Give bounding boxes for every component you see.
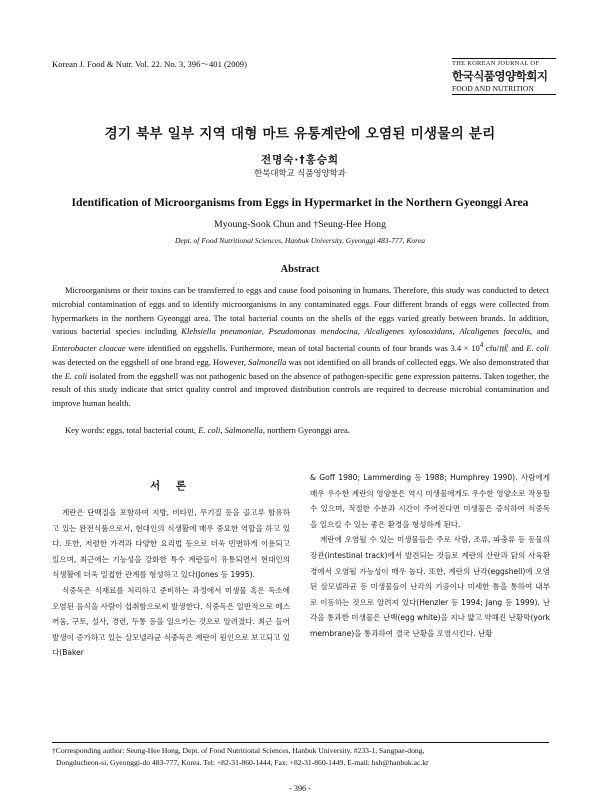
body-paragraph: 식중독은 식재료를 처리하고 준비하는 과정에서 미생물 혹은 독소에 오염된 음식을 사람이 섭취함으로써 발생한다. 식중독은 일반적으로 메스꺼움, 구토, 설사, 경련, 두통 등을 일으키는 것으로 알려졌다. 최근 들어 발생이 증가하고 있는 살모넬라균 식중독은 계란이 원인으로 보고되고 있다(Baker (52, 585, 290, 658)
body-paragraph: & Goff 1980; Lammerding 등 1988; Humphrey 1990). 사람에게 매우 우수한 계란의 영양분은 역시 미생물에게도 우수한 영양소로 작용할 수 있으며, 적절한 수분과 시간이 주어진다면 미생물은 증식하여 식중독을 일으킬 수 있는 좋은 환경을 형성하게 된다. (310, 473, 550, 529)
footnote-line: †Corresponding author: Seung-Hee Hong, Dept. of Food Nutritional Sciences, Hanbuk University, #233-1, Sangpae-dong, (52, 746, 425, 755)
abstract-paragraph (52, 284, 549, 411)
keyword-species: E. coli (198, 425, 221, 435)
page-number: - 396 - (289, 784, 311, 793)
abstract-text: , and (530, 326, 550, 337)
title-korean: 경기 북부 일부 지역 대형 마트 유통계란에 오염된 미생물의 분리 (104, 126, 496, 142)
footnote-divider (52, 742, 549, 743)
species-name: Alcaligenes xylosoxidans (364, 326, 453, 337)
keywords (52, 424, 549, 438)
body-text-left (52, 505, 290, 661)
affiliation-korean: 한북대학교 식품영양학과 (254, 168, 346, 178)
body-text-right (310, 470, 550, 642)
journal-citation: Korean J. Food & Nutr. Vol. 22. No. 3, 396～401 (2009) (52, 59, 247, 69)
abstract-body (52, 284, 549, 411)
corresponding-author-footnote (52, 745, 549, 769)
abstract-text: isolated from the eggshell was not pathogenic based on the absence of pathogen-specific gene expression patterns. Taken together, the result of this study indicate that strict quality control and improved distribution controls are required to decrease microbial contamination and improve human health. (52, 370, 549, 409)
abstract-text: cfu/㎖ and (483, 343, 527, 354)
keywords-text: Key words: eggs, total bacterial count, (65, 425, 199, 435)
title-english: Identification of Microorganisms from Eggs in Hypermarket in the Northern Gyeonggi Area (71, 196, 529, 209)
body-column-left (52, 470, 290, 661)
body-column-right (310, 470, 550, 642)
keyword-species: Salmonella (224, 425, 263, 435)
journal-name-ko: 한국식품영양학회지 (452, 69, 548, 83)
abstract-heading: Abstract (280, 264, 320, 275)
species-name: E. coli (64, 370, 88, 381)
abstract-text: were identified on eggshells. Furthermore, mean of total bacterial counts of four brands was 3.4 × 10 (125, 343, 480, 354)
body-paragraph: 계란에 오염될 수 있는 미생물들은 주로 사람, 조류, 파충류 등 동물의 장관(intestinal track)에서 발견되는 것들로 계란의 산란과 닭의 사육환경에서 오염될 가능성이 매우 높다. 또한, 계란의 난각(eggshell)에 오염된 살모넬라균 등 미생물들이 난각의 기공이나 미세한 틈을 통하여 내부로 이동하는 것으로 알려져 있다(Henzler 등 1994; Jang 등 1999). 난각을 통과한 미생물은 난백(egg white)을 지나 얇고 약해진 난황막(york membrane)을 통과하여 결국 난황을 오염시킨다. 난황 (310, 535, 550, 638)
species-name: E. coli (526, 343, 549, 354)
species-name: Pseudomonas mendocina (268, 326, 358, 337)
keywords-text: , northern Gyeonggi area. (262, 425, 350, 435)
affiliation-english: Dept. of Food Nutritional Sciences, Hanbuk University, Gyeonggi 483-777, Korea (174, 236, 426, 245)
body-paragraph: 계란은 단백질을 포함하여 지방, 비타민, 무기질 등을 골고루 함유하고 있는 완전식품으로서, 현대인의 식생활에 매우 중요한 역할을 하고 있다. 또한, 저렴한 가격과 다양한 요리법 등으로 더욱 빈번하게 이용되고 있으며, 최근에는 기능성을 강화한 특수 계란들이 유통되면서 현대인의 식생활에 더욱 밀접한 관계를 형성하고 있다(Jones 등 1995). (52, 508, 290, 580)
abstract-text: was detected on the eggshell of one brand egg. However, (52, 356, 249, 367)
journal-masthead (452, 58, 556, 95)
species-name: Salmonella (248, 356, 287, 367)
abstract-text: , (261, 326, 269, 337)
abstract-text: was not identified on all brands of collected eggs. We also demonstrated that the (52, 356, 549, 381)
abstract-text: Microorganisms or their toxins can be transferred to eggs and cause food poisoning in humans. Therefore, this study was conducted to detect microbial contamination of eggs and to identify microorganisms in any contaminated eggs. Four different brands of eggs were collected from hypermarkets in the northern Gyeonggi area. The total bacterial counts on the shells of the eggs varied greatly between brands. In addition, various bacterial species including (52, 285, 549, 337)
abstract-text: , (452, 326, 460, 337)
journal-name-subtitle: FOOD AND NUTRITION (452, 84, 556, 95)
section-heading-introduction: 서 론 (150, 480, 192, 492)
footnote-line: Dongducheon-si, Gyeonggi-do 483-777, Korea. Tel: +82-31-860-1444, Fax: +82-31-860-1449, E-mail: hsh@hanbuk.ac.kr (56, 758, 429, 767)
species-name: Enterobacter cloacae (52, 343, 126, 354)
species-name: Klebsiella pneumoniae (181, 326, 262, 337)
keywords-text: , (220, 425, 225, 435)
authors-english: Myoung-Sook Chun and †Seung-Hee Hong (214, 219, 386, 230)
exponent: 4 (479, 341, 484, 350)
abstract-text: , (357, 326, 365, 337)
species-name: Alcaligenes faecalis (459, 326, 531, 337)
authors-korean: 전명숙·†홍승희 (260, 154, 340, 166)
journal-name-en: THE KOREAN JOURNAL OF (452, 58, 556, 67)
